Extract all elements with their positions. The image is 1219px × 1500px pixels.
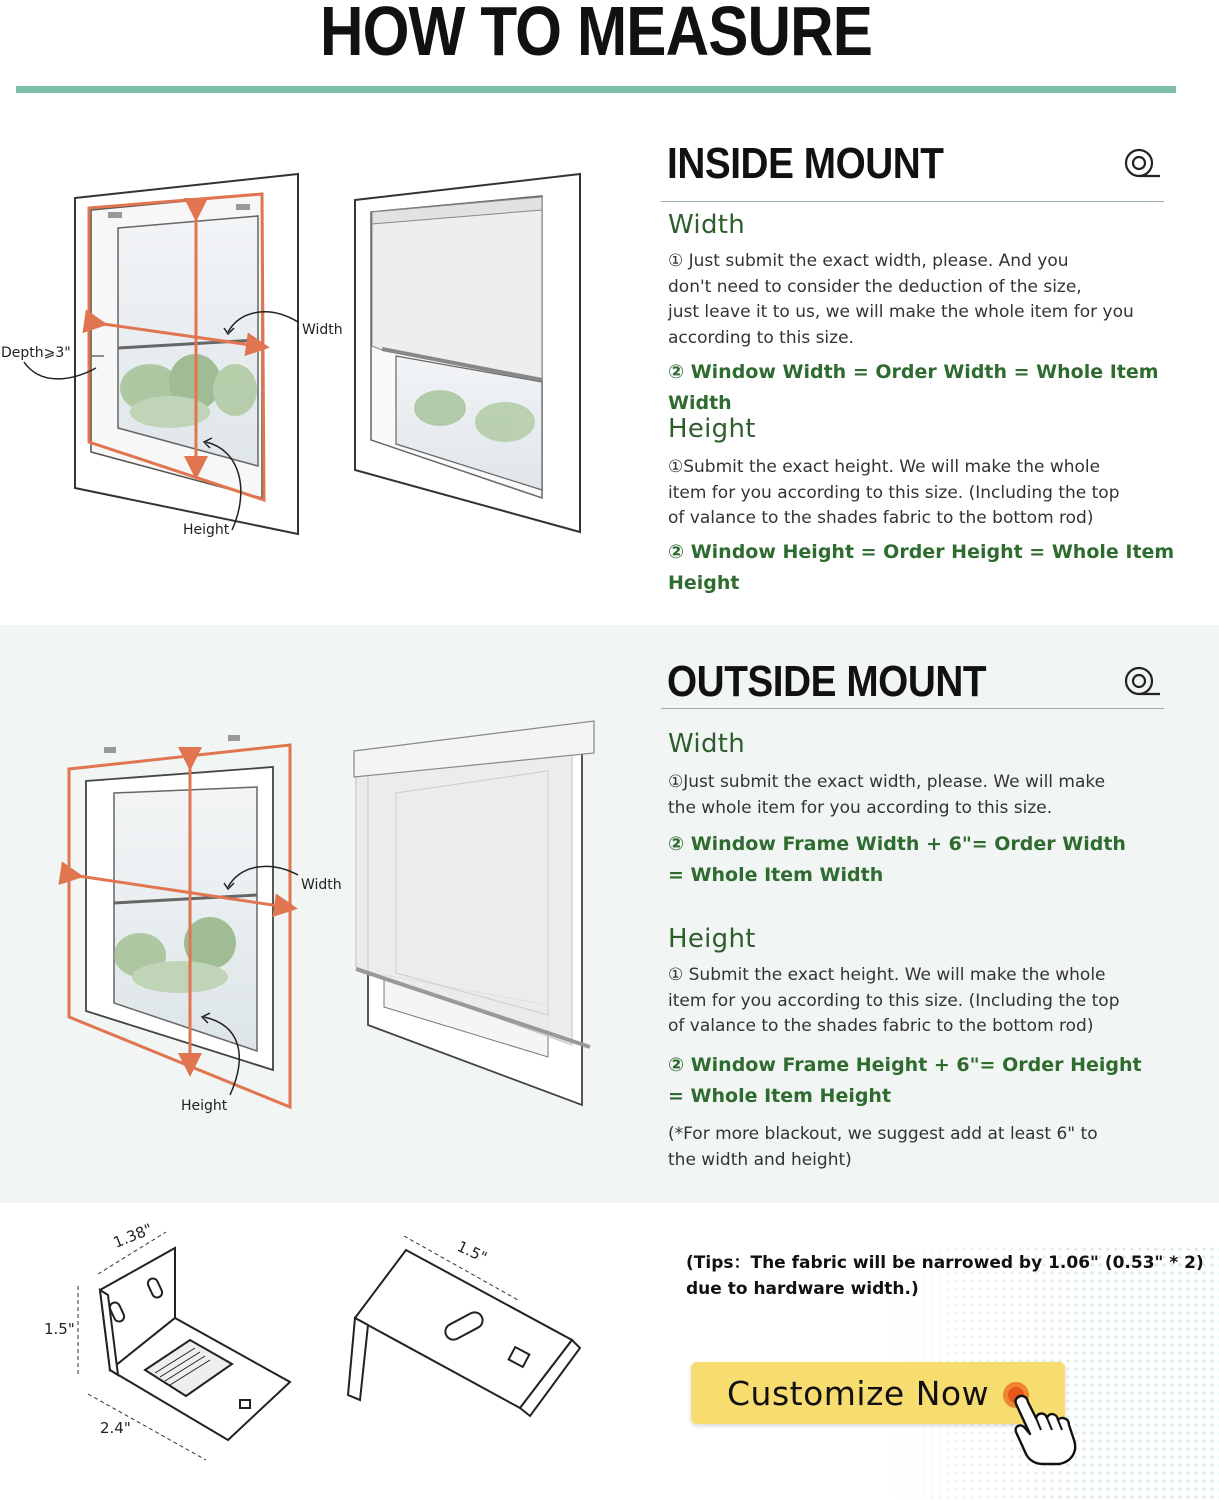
inside-mount-diagram: [0, 160, 640, 560]
inside-mount-divider: [661, 201, 1164, 202]
outside-mount-title: OUTSIDE MOUNT: [667, 657, 987, 706]
inside-height-label: Height: [183, 522, 230, 538]
hardware-tips: (Tips：The fabric will be narrowed by 1.06" (0.53" * 2) due to hardware width.): [686, 1253, 1204, 1299]
bracket2-top-dim: 1.5": [454, 1237, 490, 1267]
outside-mount-divider: [661, 708, 1164, 709]
inside-height-formula: ② Window Height = Order Height = Whole Item Height: [668, 541, 1175, 594]
customize-now-label: Customize Now: [727, 1374, 990, 1413]
outside-window-with-shade: [354, 721, 594, 1105]
hardware-diagram: [0, 1210, 640, 1490]
outside-window-frame: [86, 735, 273, 1070]
outside-height-text: ① Submit the exact height. We will make the whole item for you according to this size. (Including the top of valance to the shades fabric to the bottom rod): [668, 965, 1120, 1037]
outside-width-text: ①Just submit the exact width, please. We will make the whole item for you according to this size.: [668, 772, 1106, 818]
inside-width-formula: ② Window Width = Order Width = Whole Item Width: [668, 361, 1159, 414]
inside-height-text: ①Submit the exact height. We will make the whole item for you according to this size. (Including the top of valance to the shades fabric to the bottom rod): [668, 457, 1120, 529]
outside-height-label: Height: [181, 1098, 228, 1114]
bracket1-bottom-dim: 2.4": [100, 1419, 131, 1437]
inside-mount-title: INSIDE MOUNT: [667, 139, 944, 188]
inside-height-heading: Height: [668, 414, 756, 444]
outside-height-heading: Height: [668, 924, 756, 954]
inside-width-heading: Width: [668, 210, 746, 240]
title-divider: [16, 86, 1176, 93]
outside-mount-diagram: [0, 715, 640, 1125]
outside-height-formula: ② Window Frame Height + 6"= Order Height = Whole Item Height: [668, 1054, 1142, 1107]
tape-measure-icon: [1122, 146, 1162, 182]
page-title: HOW TO MEASURE: [319, 0, 873, 70]
inside-width-text: ① Just submit the exact width, please. And you don't need to consider the deduction of the size, just leave it to us, we will make the whole item for you according to this size.: [668, 251, 1134, 348]
inside-depth-label: Depth⩾3": [1, 345, 71, 361]
inside-width-label: Width: [302, 322, 343, 338]
tape-measure-icon: [1122, 664, 1162, 700]
bracket1-side-dim: 1.5": [44, 1320, 75, 1338]
hand-pointer-icon: [995, 1376, 1105, 1468]
inside-window-with-shade: [355, 174, 580, 532]
outside-width-label: Width: [301, 877, 342, 893]
outside-width-heading: Width: [668, 729, 746, 759]
bracket1-top-dim: 1.38": [110, 1219, 155, 1252]
mounting-bracket-2: [348, 1250, 580, 1416]
blackout-note: (*For more blackout, we suggest add at least 6" to the width and height): [668, 1124, 1098, 1170]
mounting-bracket-1: [100, 1248, 290, 1440]
outside-width-formula: ② Window Frame Width + 6"= Order Width = Whole Item Width: [668, 833, 1126, 886]
